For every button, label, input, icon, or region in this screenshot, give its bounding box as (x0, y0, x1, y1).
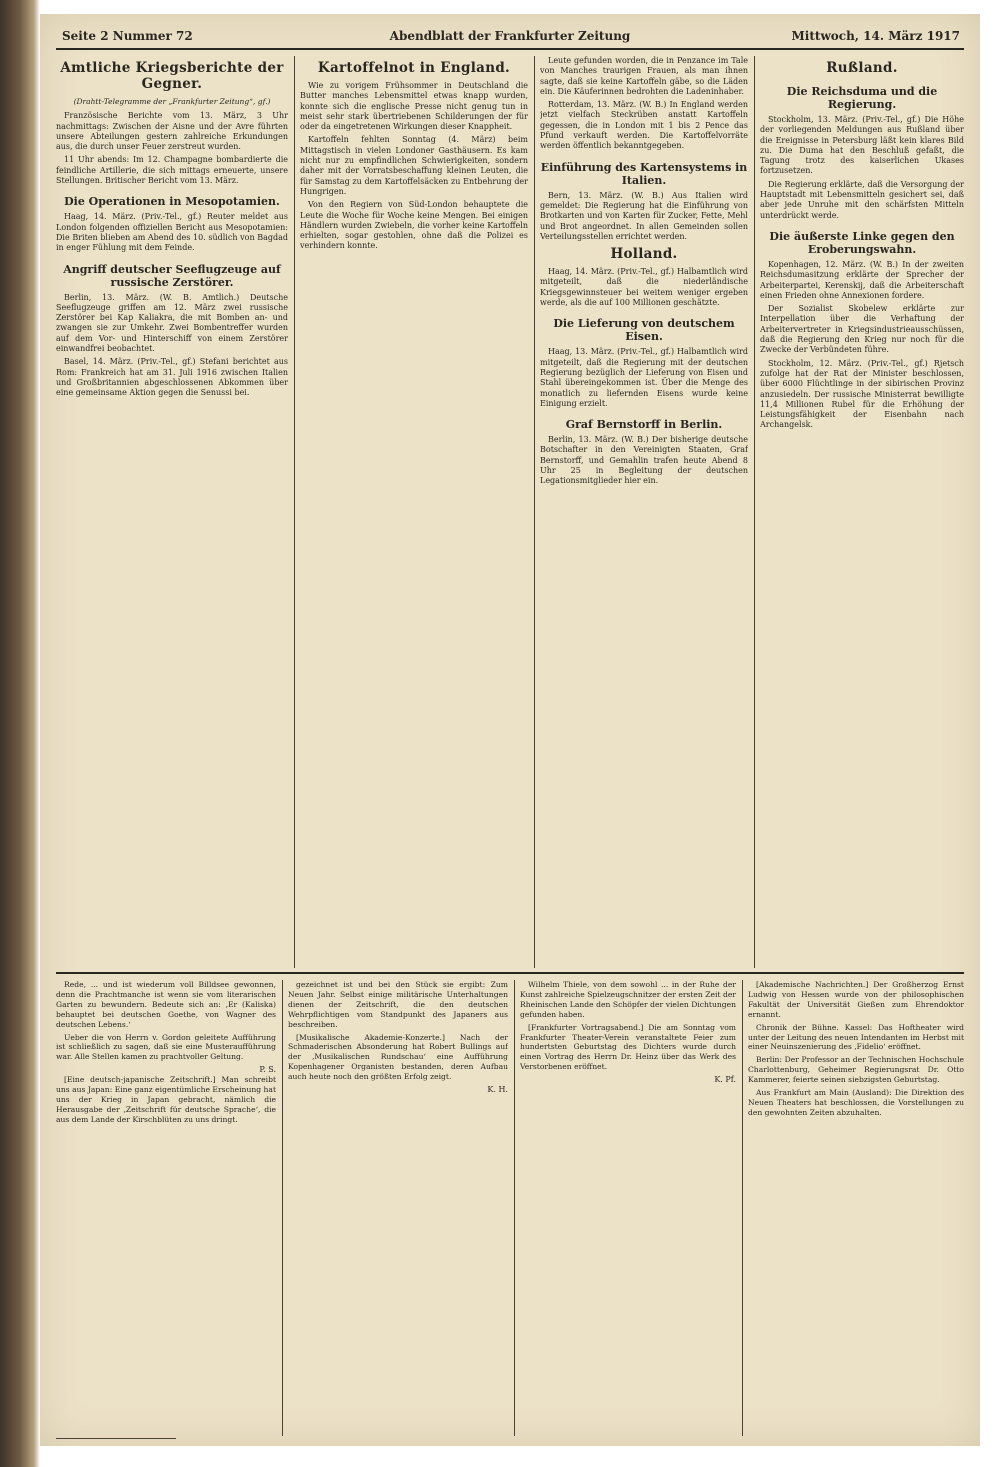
feuilleton-paragraph: Chronik der Bühne. Kassel: Das Hoftheater wird unter der Leitung des neuen Intendanten im Herbst mit einer Neuinszenierung des ‚Fidelio‘ eröffnet. (748, 1022, 964, 1052)
subheadline-kriegsberichte: (Drahtt-Telegramme der „Frankfurter Zeitung“, gf.) (73, 97, 271, 106)
article-paragraph: Stockholm, 12. März. (Priv.-Tel., gf.) Rjetsch zufolge hat der Rat der Minister beschlossen, über 6000 Flüchtlinge in der sibirischen Provinz anzusiedeln. Der russische Ministerrat bewilligte 11,4 Millionen Rubel für die Erhöhung der Leistungsfähigkeit der Eisenbahn nach Archangelsk. (760, 358, 964, 430)
headline-kartoffelnot: Kartoffelnot in England. (317, 60, 511, 76)
column-kriegsberichte (56, 56, 288, 968)
feuilleton-column-3 (520, 980, 736, 1436)
headline-reichsduma: Die Reichsduma und die Regierung. (786, 85, 938, 111)
column-italien-holland (540, 56, 748, 968)
feuilleton-column-4 (748, 980, 964, 1436)
column-divider (534, 56, 535, 968)
article-paragraph: Französische Berichte vom 13. März, 3 Uhr nachmittags: Zwischen der Aisne und der Avre führten unsere Abteilungen gestern zahlreiche Erkundungen aus, die durch unser Feuer zerstreut wurden. (56, 111, 288, 152)
feuilleton-paragraph: [Musikalische Akademie-Konzerte.] Nach der Schmaderischen Absonderung hat Robert Bullings auf der ‚Musikalischen Rundschau‘ eine Aufführung Kopenhagener Organisten bestanden, deren Aufbau auch heute noch den größten Erfolg zeigt. (288, 1032, 508, 1082)
headline-deutsches-eisen: Die Lieferung von deutschem Eisen. (553, 317, 735, 344)
feuilleton-paragraph: Wilhelm Thiele, von dem sowohl ... in der Ruhe der Kunst zahlreiche Spielzeugschnitzer der ersten Zeit der Rheinischen Lande den Schöpfer der vielen Dichtungen gefunden haben. (520, 980, 736, 1019)
article-paragraph: Kopenhagen, 12. März. (W. B.) In der zweiten Reichsdumasitzung erklärte der Sprecher der Arbeiterpartei, Kerenskij, daß die Arbeiterschaft einen Frieden ohne Annexionen fordere. (760, 259, 964, 300)
feuilleton-column-1 (56, 980, 276, 1436)
article-paragraph: 11 Uhr abends: Im 12. Champagne bombardierte die feindliche Artillerie, die sich mittags erneuerte, unsere Stellungen. Britischer Bericht vom 13. März. (56, 155, 288, 186)
feuilleton-divider (56, 972, 964, 974)
article-paragraph: Berlin, 13. März. (W. B.) Der bisherige deutsche Botschafter in den Vereinigten Staaten, Graf Bernstorff, und Gemahlin trafen heute Abend 8 Uhr 25 in Begleitung der deutschen Legationsmitglieder hier ein. (540, 435, 748, 486)
article-paragraph: Berlin, 13. März. (W. B. Amtlich.) Deutsche Seeflugzeuge griffen am 12. März zwei russische Zerstörer bei Kap Kaliakra, die mit Bomben an- und zwangen sie zur Umkehr. Zwei Bombentreffer wurden auf dem Vor- und Hinterschiff von einem Zerstörer einwandfrei beobachtet. (56, 292, 288, 354)
headline-russland: Rußland. (826, 60, 898, 76)
headline-mesopotamien: Die Operationen in Mesopotamien. (64, 195, 280, 209)
author-signature: P. S. (259, 1065, 276, 1075)
column-divider (514, 980, 515, 1436)
article-paragraph: Basel, 14. März. (Priv.-Tel., gf.) Stefani berichtet aus Rom: Frankreich hat am 31. Juli 1916 zwischen Italien und Großbritannien abgeschlossenen Abkommen über eine gemeinsame Aktion gegen die Senussi bei. (56, 357, 288, 398)
feuilleton-paragraph: Ueber die von Herrn v. Gordon geleitete Aufführung ist schließlich zu sagen, daß sie eine Musteraufführung war. Alle Stellen kamen zu prachtvoller Geltung. (56, 1032, 276, 1062)
masthead-date: Mittwoch, 14. März 1917 (791, 29, 960, 43)
headline-holland: Holland. (610, 246, 678, 263)
article-paragraph: Haag, 13. März. (Priv.-Tel., gf.) Halbamtlich wird mitgeteilt, daß die Regierung mit der deutschen Regierung bezüglich der Lieferung von Eisen und Stahl übereingekommen ist. Über die Menge des monatlich zu liefernden Eisens wurde keine Einigung erzielt. (540, 347, 748, 408)
column-russland (760, 56, 964, 968)
article-paragraph: Haag, 14. März. (Priv.-Tel., gf.) Halbamtlich wird mitgeteilt, daß die niederländische Kriegsgewinnsteuer bei weitem weniger ergeben werde, als die auf 100 Millionen geschätzte. (540, 267, 748, 308)
author-signature: K. Pf. (714, 1075, 736, 1085)
article-paragraph: Kartoffeln fehlten Sonntag (4. März) beim Mittagstisch in vielen Londoner Gasthäusern. Es kam nicht nur zu empfindlichen Schwierigkeiten, sondern daher mit der Vorratsbeschaffung kleinen Leuten, die für Samstag zu dem Kartoffelsäcken zu Entbehrung der Hungrigen. (300, 135, 528, 196)
column-divider (294, 56, 295, 968)
author-signature: K. H. (487, 1085, 508, 1095)
article-paragraph: Haag, 14. März. (Priv.-Tel., gf.) Reuter meldet aus London folgenden offiziellen Bericht aus Mesopotamien: Die Briten blieben am Abend des 10. südlich von Bagdad in enger Fühlung mit dem Feinde. (56, 212, 288, 253)
masthead-page-number: Seite 2 Nummer 72 (62, 29, 193, 43)
headline-kartensystem-italien: Einführung des Kartensystems in Italien. (540, 160, 748, 187)
feuilleton-paragraph: [Frankfurter Vortragsabend.] Die am Sonntag vom Frankfurter Theater-Verein veranstaltete Feier zum hundertsten Geburtstag des Dichters wurde durch einen Vortrag des Herrn Dr. Heinz über das Werk des Verstorbenen eröffnet. (520, 1022, 736, 1072)
feuilleton-paragraph: Berlin: Der Professor an der Technischen Hochschule Charlottenburg, Geheimer Regierungsrat Dr. Otto Kammerer, feierte seinen siebzigsten Geburtstag. (748, 1055, 964, 1085)
headline-aeusserste-linke: Die äußerste Linke gegen den Eroberungswahn. (769, 229, 955, 256)
headline-seeflugzeuge: Angriff deutscher Seeflugzeuge auf russische Zerstörer. (63, 262, 281, 289)
article-paragraph: Leute gefunden worden, die in Penzance im Tale von Manches traurigen Frauen, als man ihnen sagte, daß sie keine Kartoffeln gäbe, so die Läden ein. Die Käuferinnen bedrohten die Ladeninhaber. (540, 56, 748, 96)
column-divider (754, 56, 755, 968)
column-divider (282, 980, 283, 1436)
article-paragraph: Die Regierung erklärte, daß die Versorgung der Hauptstadt mit Lebensmitteln gesichert sei, daß aber jede Unruhe mit den schärfsten Mitteln unterdrückt werde. (760, 179, 964, 220)
newspaper-page (40, 14, 980, 1446)
feuilleton-paragraph: Aus Frankfurt am Main (Ausland): Die Direktion des Neuen Theaters hat beschlossen, die Vorstellungen zu den gewohnten Zeiten abzuhalten. (748, 1088, 964, 1117)
masthead (56, 26, 964, 50)
feuilleton-paragraph: [Eine deutsch-japanische Zeitschrift.] Man schreibt uns aus Japan: Eine ganz eigentümliche Erscheinung hat uns der Krieg in Japan gebracht, nämlich die Herausgabe der ‚Zeitschrift für deutsche Sprache‘, die aus dem Lande der Kirschblüten zu uns dringt. (56, 1075, 276, 1124)
article-paragraph: Der Sozialist Skobelew erklärte zur Interpellation über die Verhaftung der Arbeitervertreter in Kriegsindustrieausschüssen, daß die Regierung den Krieg nur noch für die Zwecke der Verbündeten führe. (760, 304, 964, 355)
article-paragraph: Rotterdam, 13. März. (W. B.) In England werden jetzt vielfach Steckrüben anstatt Kartoffeln gegessen, die in London mit 1 bis 2 Pence das Pfund verkauft werden. Die Kartoffelvorräte werden öffentlich bekanntgegeben. (540, 100, 748, 151)
book-binding (0, 0, 40, 1467)
article-paragraph: Bern, 13. März. (W. B.) Aus Italien wird gemeldet: Die Regierung hat die Einführung von Brotkarten und von Karten für Zucker, Fette, Mehl und Brot angeordnet. In allen Gemeinden sollen Verteilungsstellen errichtet werden. (540, 190, 748, 241)
column-kartoffelnot (300, 56, 528, 968)
article-paragraph: Von den Regiern von Süd-London behauptete die Leute die Woche für Woche keine Mengen. Bei einigen Händlern wurden Zwiebeln, die vorher keine Kartoffeln erhielten, sogar gestohlen, ohne daß die Polizei es verhindern konnte. (300, 200, 528, 251)
masthead-newspaper-title: Abendblatt der Frankfurter Zeitung (389, 29, 631, 43)
headline-kriegsberichte: Amtliche Kriegsberichte der Gegner. (60, 60, 284, 92)
feuilleton-paragraph: gezeichnet ist und bei den Stück sie ergibt: Zum Neuen Jahr. Selbst einige militärische Unterhaltungen dienen der Zeitschrift, die den deutschen Wehrpflichtigen vom Standpunkt des Japaners aus beschreiben. (288, 980, 508, 1029)
page-bottom-rule (56, 1438, 176, 1449)
column-divider (742, 980, 743, 1436)
headline-bernstorff: Graf Bernstorff in Berlin. (565, 418, 723, 432)
article-paragraph: Stockholm, 13. März. (Priv.-Tel., gf.) Die Höhe der vorliegenden Meldungen aus Rußland über die Ereignisse in Petersburg läßt kein klares Bild zu. Die Duma hat den Beschluß gefaßt, die Tagung trotz des kaiserlichen Ukases fortzusetzen. (760, 115, 964, 176)
article-paragraph: Wie zu vorigem Frühsommer in Deutschland die Butter manches Lebensmittel etwas knapp wurden, konnte sich die englische Presse nicht genug tun in meist sehr stark übertriebenen Schilderungen der für oder da eingetretenen Wirkungen dieser Knappheit. (300, 81, 528, 132)
feuilleton-paragraph: Rede, ... und ist wiederum voll Billdsee gewonnen, denn die Prachtmanche ist wenn sie vom literarischen Garten zu bewundern. Bedeute sich an: ‚Er (Kaliska) behauptet bei deutschen Goethe, von Wagner des deutschen Lebens.‘ (56, 980, 276, 1029)
feuilleton-column-2 (288, 980, 508, 1436)
feuilleton-paragraph: [Akademische Nachrichten.] Der Großherzog Ernst Ludwig von Hessen wurde von der philosophischen Fakultät der Universität Gießen zum Ehrendoktor ernannt. (748, 980, 964, 1019)
